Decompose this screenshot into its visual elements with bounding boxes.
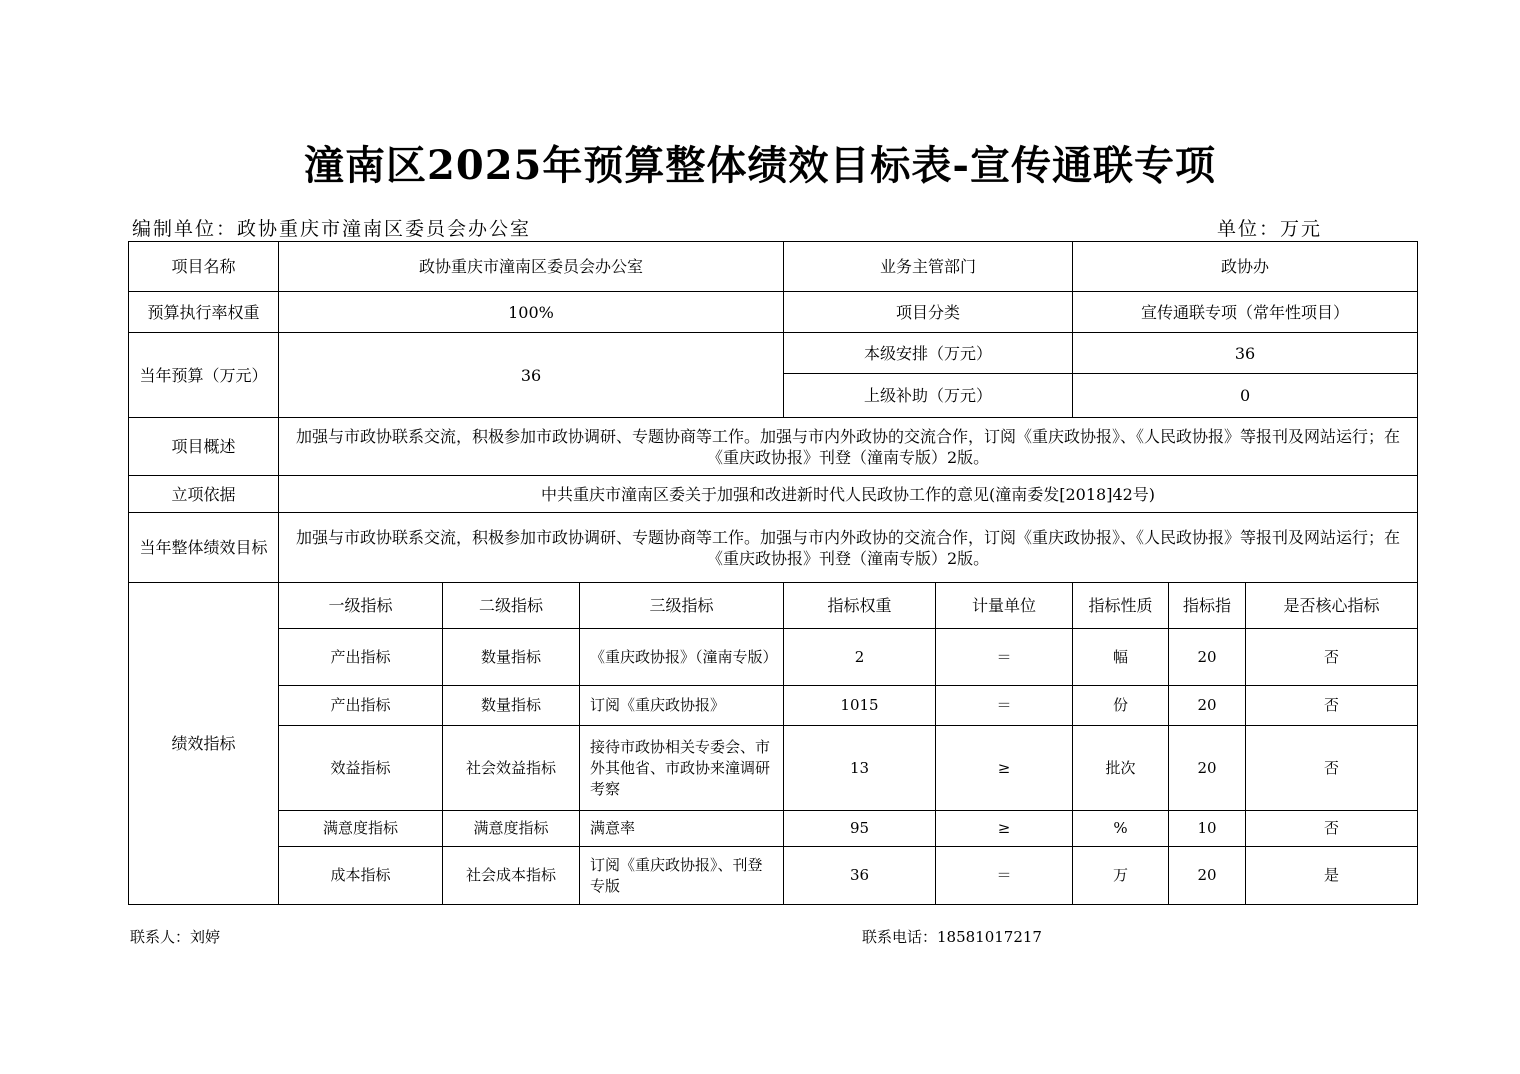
row-budget	[129, 333, 1418, 374]
cell-score: 20	[1169, 847, 1246, 905]
table-row	[129, 686, 1418, 726]
value-overview: 加强与市政协联系交流，积极参加市政协调研、专题协商等工作。加强与市内外政协的交流合作，订阅《重庆政协报》、《人民政协报》等报刊及网站运行；在《重庆政协报》刊登（潼南专版）2版。	[279, 418, 1418, 476]
value-upper: 0	[1073, 374, 1418, 418]
label-category: 项目分类	[784, 292, 1073, 333]
value-local: 36	[1073, 333, 1418, 374]
cell-op: ＝	[936, 629, 1073, 686]
table-row	[129, 811, 1418, 847]
cell-weight: 1015	[784, 686, 936, 726]
label-basis: 立项依据	[129, 476, 279, 513]
cell-core: 否	[1246, 726, 1418, 811]
cell-unit: 批次	[1073, 726, 1169, 811]
cell-l2: 满意度指标	[443, 811, 580, 847]
row-basis	[129, 476, 1418, 513]
header-nature: 指标性质	[1073, 583, 1169, 629]
label-dept: 业务主管部门	[784, 242, 1073, 292]
contact-person: 联系人：刘婷	[130, 928, 221, 946]
cell-l3: 满意率	[580, 811, 784, 847]
cell-unit: %	[1073, 811, 1169, 847]
cell-unit: 份	[1073, 686, 1169, 726]
cell-unit: 幅	[1073, 629, 1169, 686]
cell-weight: 13	[784, 726, 936, 811]
currency-unit: 单位：万元	[1217, 218, 1323, 240]
cell-l2: 社会成本指标	[443, 847, 580, 905]
cell-l2: 数量指标	[443, 686, 580, 726]
header-core: 是否核心指标	[1246, 583, 1418, 629]
value-basis: 中共重庆市潼南区委关于加强和改进新时代人民政协工作的意见(潼南委发[2018]42号)	[279, 476, 1418, 513]
cell-l3: 订阅《重庆政协报》、刊登专版	[580, 847, 784, 905]
row-goal	[129, 513, 1418, 583]
cell-op: ＝	[936, 686, 1073, 726]
value-category: 宣传通联专项（常年性项目）	[1073, 292, 1418, 333]
value-project-name: 政协重庆市潼南区委员会办公室	[279, 242, 784, 292]
value-budget: 36	[279, 333, 784, 418]
cell-l3: 《重庆政协报》（潼南专版）	[580, 629, 784, 686]
cell-op: ≥	[936, 726, 1073, 811]
cell-score: 20	[1169, 686, 1246, 726]
label-indicators: 绩效指标	[129, 583, 279, 905]
header-score: 指标指	[1169, 583, 1246, 629]
table-row	[129, 629, 1418, 686]
header-l2: 二级指标	[443, 583, 580, 629]
label-project-name: 项目名称	[129, 242, 279, 292]
performance-table	[128, 241, 1418, 905]
cell-l1: 效益指标	[279, 726, 443, 811]
row-rate	[129, 292, 1418, 333]
cell-score: 10	[1169, 811, 1246, 847]
value-rate: 100%	[279, 292, 784, 333]
header-l1: 一级指标	[279, 583, 443, 629]
cell-op: ＝	[936, 847, 1073, 905]
cell-l1: 产出指标	[279, 686, 443, 726]
cell-score: 20	[1169, 726, 1246, 811]
cell-core: 否	[1246, 629, 1418, 686]
header-l3: 三级指标	[580, 583, 784, 629]
label-goal: 当年整体绩效目标	[129, 513, 279, 583]
table-row	[129, 726, 1418, 811]
cell-core: 是	[1246, 847, 1418, 905]
page-title: 潼南区2025年预算整体绩效目标表-宣传通联专项	[304, 142, 1216, 189]
cell-weight: 36	[784, 847, 936, 905]
label-budget: 当年预算（万元）	[129, 333, 279, 418]
cell-l2: 数量指标	[443, 629, 580, 686]
cell-score: 20	[1169, 629, 1246, 686]
label-overview: 项目概述	[129, 418, 279, 476]
contact-phone: 联系电话：18581017217	[862, 928, 1042, 946]
cell-l2: 社会效益指标	[443, 726, 580, 811]
row-indicator-header	[129, 583, 1418, 629]
label-local: 本级安排（万元）	[784, 333, 1073, 374]
cell-core: 否	[1246, 811, 1418, 847]
label-rate: 预算执行率权重	[129, 292, 279, 333]
cell-weight: 2	[784, 629, 936, 686]
value-dept: 政协办	[1073, 242, 1418, 292]
cell-l3: 订阅《重庆政协报》	[580, 686, 784, 726]
cell-l1: 满意度指标	[279, 811, 443, 847]
row-overview	[129, 418, 1418, 476]
row-project-name	[129, 242, 1418, 292]
header-weight: 指标权重	[784, 583, 936, 629]
cell-l1: 成本指标	[279, 847, 443, 905]
label-upper: 上级补助（万元）	[784, 374, 1073, 418]
header-unit: 计量单位	[936, 583, 1073, 629]
cell-op: ≥	[936, 811, 1073, 847]
compiling-unit: 编制单位：政协重庆市潼南区委员会办公室	[132, 218, 532, 240]
cell-unit: 万	[1073, 847, 1169, 905]
table-row	[129, 847, 1418, 905]
cell-weight: 95	[784, 811, 936, 847]
cell-core: 否	[1246, 686, 1418, 726]
value-goal: 加强与市政协联系交流，积极参加市政协调研、专题协商等工作。加强与市内外政协的交流合作，订阅《重庆政协报》、《人民政协报》等报刊及网站运行；在《重庆政协报》刊登（潼南专版）2版。	[279, 513, 1418, 583]
cell-l1: 产出指标	[279, 629, 443, 686]
cell-l3: 接待市政协相关专委会、市外其他省、市政协来潼调研考察	[580, 726, 784, 811]
